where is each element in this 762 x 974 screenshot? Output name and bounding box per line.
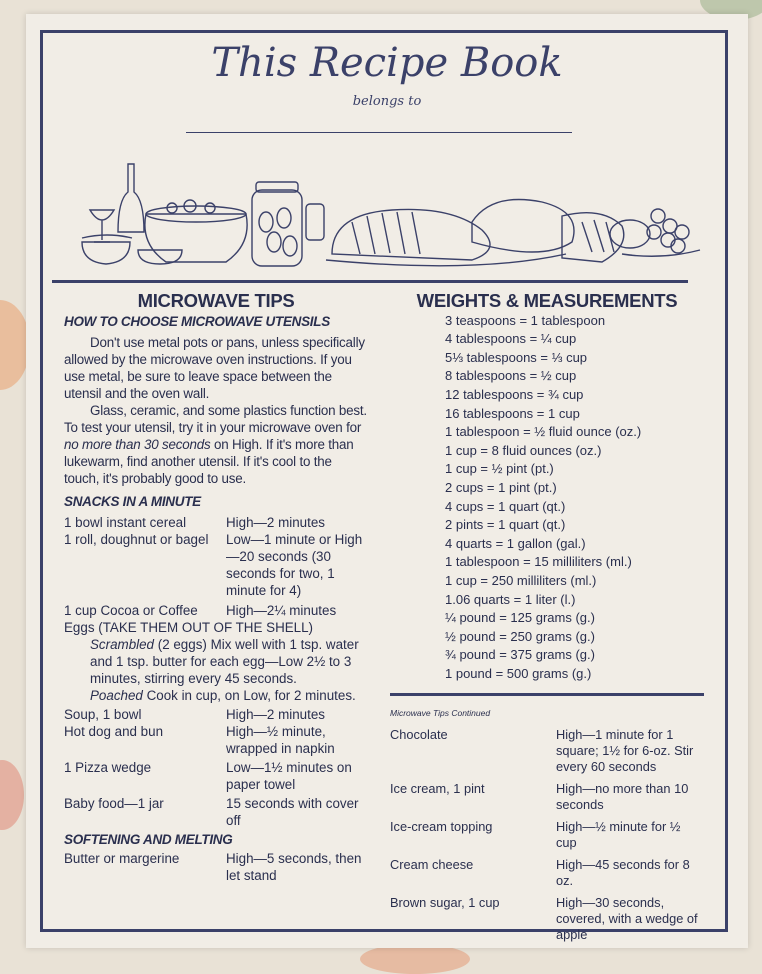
measurement-item: 1 tablespoon = 15 milliliters (ml.) — [445, 554, 632, 570]
measurement-item: 1.06 quarts = 1 liter (l.) — [445, 591, 576, 607]
snacks-heading: SNACKS IN A MINUTE — [64, 494, 201, 509]
measurement-item: 12 tablespoons = ¾ cup — [445, 386, 584, 402]
continued-row: Ice cream, 1 pint High—no more than 10 seconds — [390, 781, 689, 813]
measurement-item: ¾ pound = 375 grams (g.) — [445, 647, 595, 663]
measurement-item: 5⅓ tablespoons = ⅓ cup — [445, 349, 588, 365]
continued-row: Chocolate High—1 minute for 1 square; 1½ for 6-oz. Stir every 60 seconds — [390, 727, 694, 775]
measurement-item: 4 tablespoons = ¼ cup — [445, 331, 577, 347]
measurement-item: 16 tablespoons = 1 cup — [445, 405, 580, 421]
weights-measurements-column — [390, 292, 704, 949]
softening-heading: SOFTENING AND MELTING — [64, 832, 233, 847]
owner-name-line[interactable] — [186, 132, 572, 133]
microwave-tips-column — [64, 292, 368, 884]
section-divider — [390, 693, 704, 696]
utensils-heading: HOW TO CHOOSE MICROWAVE UTENSILS — [64, 314, 330, 329]
food-illustration — [62, 142, 702, 277]
measurement-item: 1 cup = ½ pint (pt.) — [445, 461, 554, 477]
measurement-item: 8 tablespoons = ½ cup — [445, 368, 577, 384]
page-subtitle: belongs to — [352, 94, 422, 109]
eggs-label: Eggs (TAKE THEM OUT OF THE SHELL) — [64, 620, 314, 635]
utensils-paragraph-1: Don't use metal pots or pans, unless specifically allowed by the microwave oven instructions. If you use metal, be sure to leave space between the utensil and the oven wall. — [64, 335, 365, 401]
snack-row: 1 cup Cocoa or Coffee High—2¼ minutes — [64, 603, 337, 618]
measurement-item: ¼ pound = 125 grams (g.) — [445, 610, 595, 626]
snack-row: Baby food—1 jar 15 seconds with cover off — [64, 796, 359, 828]
utensils-paragraph-2: Glass, ceramic, and some plastics function best. To test your utensil, try it in your microwave oven for no more than 30 seconds on High. If it's more than lukewarm, find another utensil. If it's cool to the touch, it's probably good to use. — [64, 403, 367, 486]
measurement-item: 4 cups = 1 quart (qt.) — [445, 498, 566, 514]
continued-row: Cream cheese High—45 seconds for 8 oz. — [390, 857, 690, 889]
measurement-item: 4 quarts = 1 gallon (gal.) — [445, 535, 586, 551]
continued-row: Brown sugar, 1 cup High—30 seconds, covered, with a wedge of apple — [390, 895, 698, 943]
continued-row: Ice-cream topping High—½ minute for ½ cup — [390, 819, 681, 851]
snack-row: Soup, 1 bowl High—2 minutes — [64, 707, 325, 722]
floral-background — [0, 760, 24, 830]
weights-heading: WEIGHTS & MEASUREMENTS — [416, 290, 678, 311]
measurement-item: 2 cups = 1 pint (pt.) — [445, 479, 557, 495]
scrambled-eggs-text: Scrambled (2 eggs) Mix well with 1 tsp. water and 1 tsp. butter for each egg—Low 2½ to 3 minutes, stirring every 45 seconds. — [90, 637, 359, 686]
snack-row: 1 roll, doughnut or bagel Low—1 minute or High—20 seconds (30 seconds for two, 1 minute for 4) — [64, 532, 363, 598]
page-title: This Recipe Book — [211, 40, 563, 86]
measurement-item: 1 cup = 8 fluid ounces (oz.) — [445, 442, 602, 458]
measurement-item: 1 tablespoon = ½ fluid ounce (oz.) — [445, 424, 642, 440]
measurement-item: 1 cup = 250 milliliters (ml.) — [445, 572, 597, 588]
section-divider — [52, 280, 688, 283]
microwave-tips-heading: MICROWAVE TIPS — [137, 290, 295, 311]
weights-list — [390, 312, 704, 684]
snack-row: 1 Pizza wedge Low—1½ minutes on paper towel — [64, 760, 352, 792]
measurement-item: 1 pound = 500 grams (g.) — [445, 665, 592, 681]
snack-row: Hot dog and bun High—½ minute, wrapped in napkin — [64, 724, 335, 756]
recipe-page — [26, 14, 748, 948]
measurement-item: ½ pound = 250 grams (g.) — [445, 628, 595, 644]
continued-heading: Microwave Tips Continued — [390, 708, 491, 719]
snack-row: 1 bowl instant cereal High—2 minutes — [64, 515, 325, 530]
measurement-item: 3 teaspoons = 1 tablespoon — [445, 312, 606, 328]
measurement-item: 2 pints = 1 quart (qt.) — [445, 517, 566, 533]
softening-row: Butter or margerine High—5 seconds, then let stand — [64, 851, 362, 883]
poached-eggs-text: Poached Cook in cup, on Low, for 2 minutes. — [90, 688, 356, 703]
